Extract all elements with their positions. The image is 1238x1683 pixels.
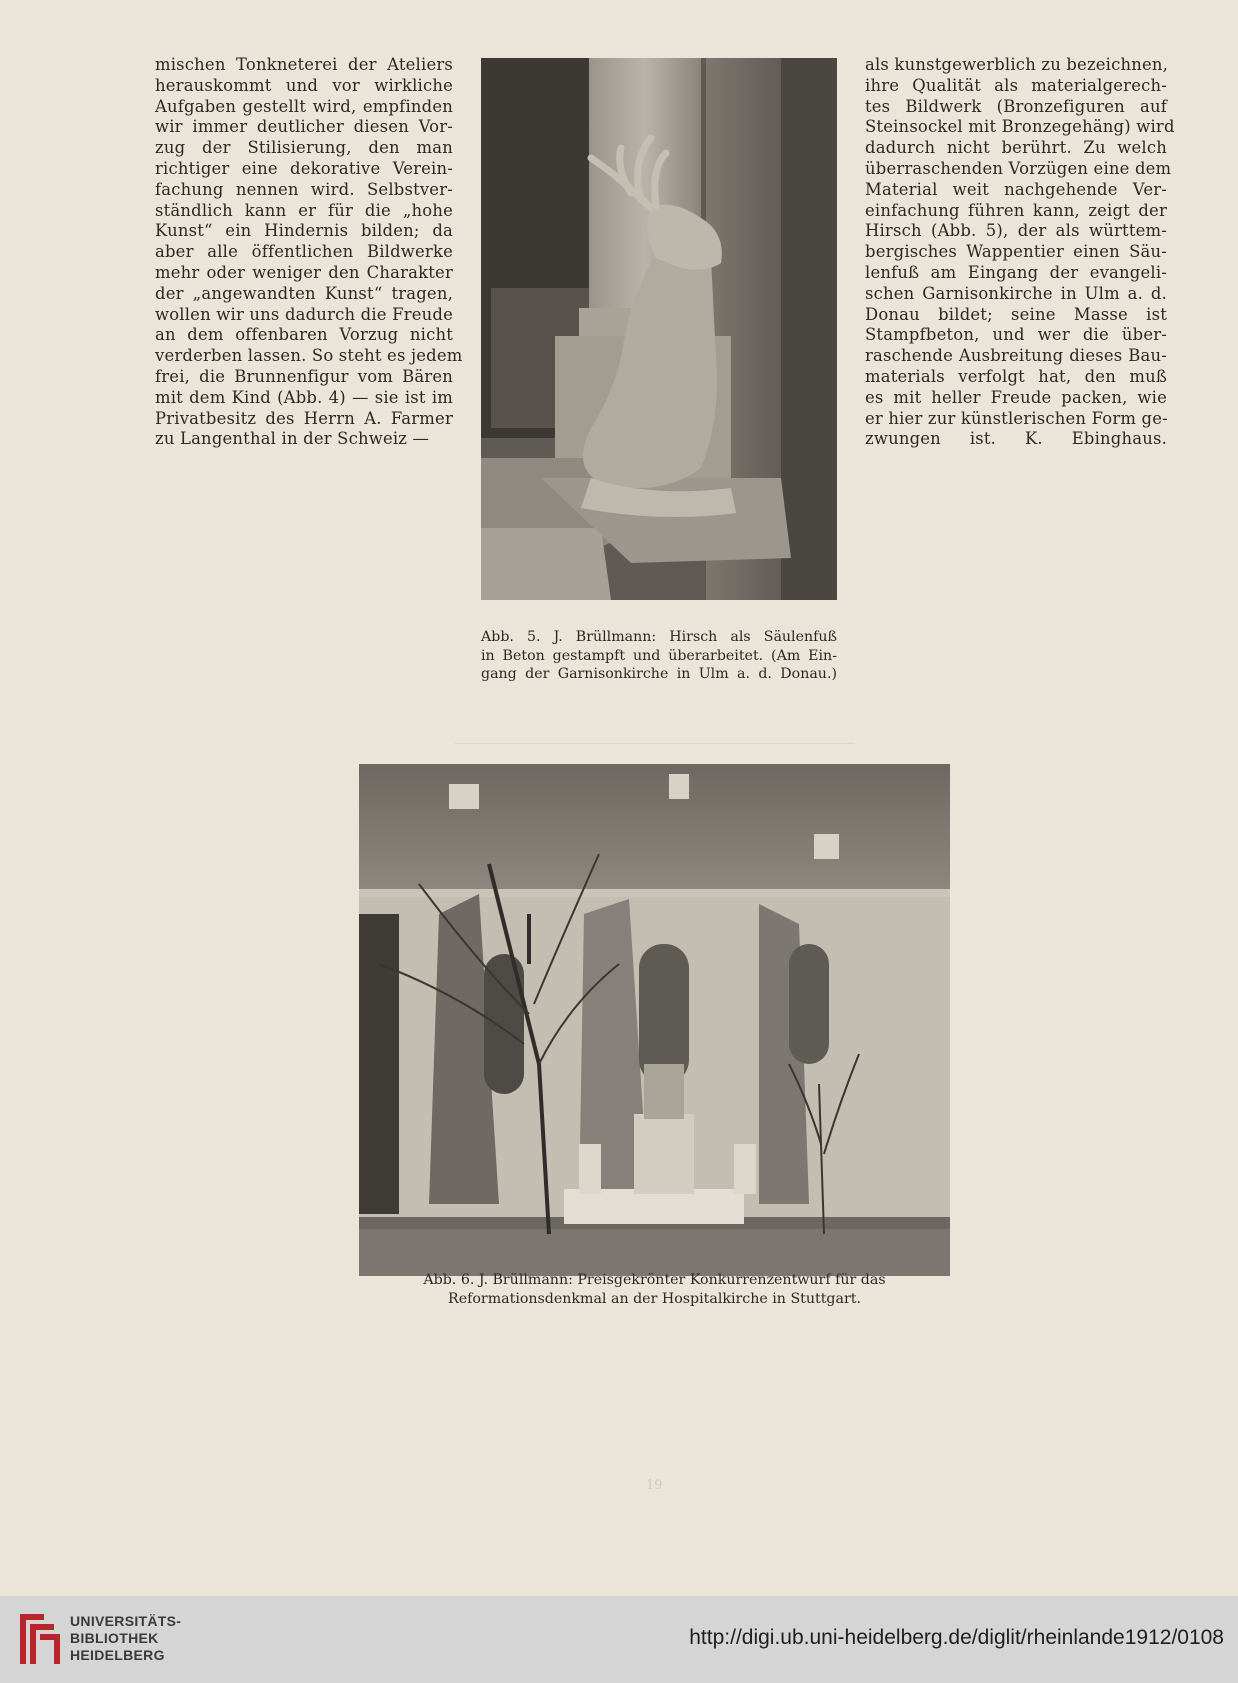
- text-line: Hirsch (Abb. 5), der als württem-: [865, 221, 1167, 241]
- text-line: herauskommt und vor wirkliche: [155, 75, 453, 95]
- text-line: schen Garnisonkirche in Ulm a. d.: [865, 283, 1167, 303]
- text-line: der „angewandten Kunst“ tragen,: [155, 283, 453, 303]
- text-line: ihre Qualität als materialgerech-: [865, 75, 1167, 95]
- text-line: materials verfolgt hat, den muß: [865, 366, 1167, 386]
- text-line: Privatbesitz des Herrn A. Farmer: [155, 408, 453, 428]
- text-line: fachung nennen wird. Selbstver-: [155, 179, 453, 199]
- text-line: Stampfbeton, und wer die über-: [865, 325, 1167, 345]
- text-line: einfachung führen kann, zeigt der: [865, 200, 1167, 220]
- text-column-left: [155, 55, 463, 450]
- text-line: wollen wir uns dadurch die Freude: [155, 304, 453, 324]
- text-line: bergisches Wappentier einen Säu-: [865, 242, 1167, 262]
- text-line: richtiger eine dekorative Verein-: [155, 158, 453, 178]
- text-line: wir immer deutlicher diesen Vor-: [155, 117, 453, 137]
- footer-bar: [0, 1596, 1238, 1683]
- caption-line: Reformationsdenkmal an der Hospitalkirche in Stuttgart.: [448, 1290, 861, 1307]
- text-line: mehr oder weniger den Charakter: [155, 262, 453, 282]
- text-line: es mit heller Freude packen, wie: [865, 387, 1167, 407]
- text-line: Material weit nachgehende Ver-: [865, 179, 1167, 199]
- text-line: Aufgaben gestellt wird, empfinden: [155, 96, 453, 116]
- library-name: [70, 1613, 181, 1664]
- permalink-url[interactable]: http://digi.ub.uni-heidelberg.de/diglit/rheinlande1912/0108: [689, 1626, 1224, 1649]
- text-line: dadurch nicht berührt. Zu welch: [865, 138, 1167, 158]
- text-line: ständlich kann er für die „hohe: [155, 200, 453, 220]
- caption-abb-6: [359, 1271, 950, 1308]
- text-line: zu Langenthal in der Schweiz —: [155, 429, 430, 449]
- caption-line: Abb. 5. J. Brüllmann: Hirsch als Säulenfuß: [481, 629, 837, 645]
- page-number: 19: [646, 1478, 663, 1493]
- caption-line: gang der Garnisonkirche in Ulm a. d. Donau.): [481, 666, 837, 683]
- photo-deer-column-base: [481, 58, 837, 600]
- text-line: er hier zur künstlerischen Form ge-: [865, 408, 1168, 428]
- text-line: zwungen ist. K. Ebinghaus.: [865, 429, 1167, 449]
- text-line: raschende Ausbreitung dieses Bau-: [865, 346, 1167, 366]
- text-line: frei, die Brunnenfigur vom Bären: [155, 366, 453, 386]
- church-monument-image: [359, 764, 950, 1276]
- library-logo-icon: [14, 1610, 64, 1668]
- text-line: Kunst“ ein Hindernis bilden; da: [155, 221, 453, 241]
- text-line: lenfuß am Eingang der evangeli-: [865, 262, 1167, 282]
- page-divider-line: [455, 743, 855, 744]
- text-line: mischen Tonkneterei der Ateliers: [155, 55, 453, 74]
- photo-reformation-monument: [359, 764, 950, 1276]
- text-line: Steinsockel mit Bronzegehäng) wird: [865, 117, 1175, 137]
- text-line: überraschenden Vorzügen eine dem: [865, 158, 1172, 178]
- deer-sculpture-image: [481, 58, 837, 600]
- caption-abb-5: [481, 628, 837, 684]
- text-line: verderben lassen. So steht es jedem: [155, 346, 463, 366]
- library-line: BIBLIOTHEK: [70, 1630, 159, 1646]
- text-line: mit dem Kind (Abb. 4) — sie ist im: [155, 387, 453, 407]
- caption-line: in Beton gestampft und überarbeitet. (Am Ein-: [481, 647, 837, 664]
- text-line: zug der Stilisierung, den man: [155, 138, 453, 158]
- text-line: Donau bildet; seine Masse ist: [865, 304, 1167, 324]
- text-line: als kunstgewerblich zu bezeichnen,: [865, 55, 1169, 74]
- text-line: an dem offenbaren Vorzug nicht: [155, 325, 453, 345]
- library-line: HEIDELBERG: [70, 1647, 165, 1663]
- caption-line: Abb. 6. J. Brüllmann: Preisgekrönter Konkurrenzentwurf für das: [423, 1272, 886, 1288]
- text-line: aber alle öffentlichen Bildwerke: [155, 242, 453, 262]
- text-line: tes Bildwerk (Bronzefiguren auf: [865, 96, 1167, 116]
- text-column-right: [865, 55, 1175, 450]
- library-line: UNIVERSITÄTS-: [70, 1613, 182, 1629]
